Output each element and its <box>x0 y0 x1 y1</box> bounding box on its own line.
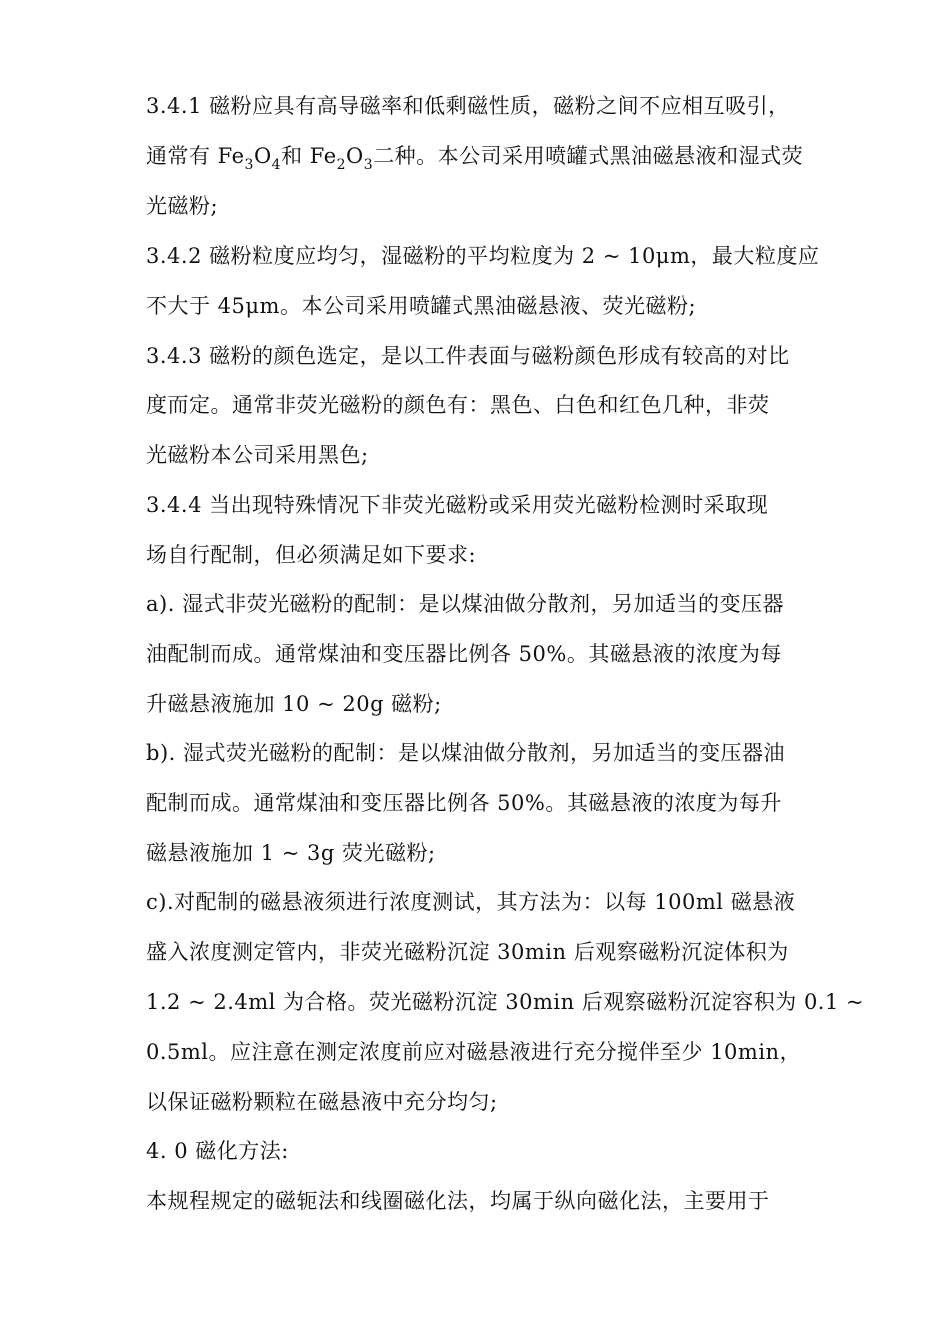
item-c-line-4: 0.5ml。应注意在测定浓度前应对磁悬液进行充分搅伴至少 10min， <box>146 1040 802 1064</box>
paragraph-3-4-1-line-1: 3.4.1 磁粉应具有高导磁率和低剩磁性质，磁粉之间不应相互吸引， <box>146 94 790 118</box>
fe2o3-subscript-2: 2 <box>336 157 347 173</box>
item-c-line-1: c).对配制的磁悬液须进行浓度测试，其方法为：以每 100ml 磁悬液 <box>146 890 796 914</box>
paragraph-3-4-2-line-2: 不大于 45μm。本公司采用喷罐式黑油磁悬液、荧光磁粉; <box>146 294 697 318</box>
formula-middle: 和 Fe <box>281 144 337 168</box>
fe3o4-subscript-4: 4 <box>271 157 282 173</box>
paragraph-3-4-4-line-2: 场自行配制，但必须满足如下要求: <box>146 543 477 567</box>
item-c-line-5: 以保证磁粉颗粒在磁悬液中充分均匀; <box>146 1090 498 1114</box>
paragraph-3-4-1-line-2 <box>146 144 804 173</box>
section-4-0-line-1: 本规程规定的磁轭法和线圈磁化法，均属于纵向磁化法，主要用于 <box>146 1189 770 1213</box>
item-b-line-2: 配制而成。通常煤油和变压器比例各 50%。其磁悬液的浓度为每升 <box>146 791 782 815</box>
fe2o3-oxygen: O <box>346 144 364 168</box>
formula-prefix: 通常有 Fe <box>146 144 245 168</box>
item-c-line-2: 盛入浓度测定管内，非荧光磁粉沉淀 30min 后观察磁粉沉淀体积为 <box>146 940 789 964</box>
paragraph-3-4-3-line-1: 3.4.3 磁粉的颜色选定，是以工件表面与磁粉颜色形成有较高的对比 <box>146 344 790 368</box>
section-4-0-heading: 4. 0 磁化方法: <box>146 1139 289 1163</box>
fe3o4-subscript-3: 3 <box>244 157 254 173</box>
paragraph-3-4-4-line-1: 3.4.4 当出现特殊情况下非荧光磁粉或采用荧光磁粉检测时采取现 <box>146 493 769 517</box>
item-a-line-3: 升磁悬液施加 10 ~ 20g 磁粉; <box>146 692 442 716</box>
item-b-line-3: 磁悬液施加 1 ~ 3g 荧光磁粉; <box>146 841 436 865</box>
item-a-line-1: a). 湿式非荧光磁粉的配制：是以煤油做分散剂，另加适当的变压器 <box>146 592 785 616</box>
fe3o4-oxygen: O <box>253 144 272 168</box>
item-b-line-1: b). 湿式荧光磁粉的配制：是以煤油做分散剂，另加适当的变压器油 <box>146 741 785 765</box>
paragraph-3-4-1-line-3: 光磁粉; <box>146 194 219 218</box>
formula-suffix: 二种。本公司采用喷罐式黑油磁悬液和湿式荧 <box>373 144 804 168</box>
paragraph-3-4-3-line-2: 度而定。通常非荧光磁粉的颜色有：黑色、白色和红色几种，非荧 <box>146 393 770 417</box>
fe2o3-subscript-3: 3 <box>363 157 374 173</box>
paragraph-3-4-2-line-1: 3.4.2 磁粉粒度应均匀，湿磁粉的平均粒度为 2 ~ 10μm，最大粒度应 <box>146 244 820 268</box>
item-a-line-2: 油配制而成。通常煤油和变压器比例各 50%。其磁悬液的浓度为每 <box>146 642 782 666</box>
item-c-line-3: 1.2 ~ 2.4ml 为合格。荧光磁粉沉淀 30min 后观察磁粉沉淀容积为 0.1 ~ <box>146 990 865 1014</box>
paragraph-3-4-3-line-3: 光磁粉本公司采用黑色; <box>146 443 369 467</box>
